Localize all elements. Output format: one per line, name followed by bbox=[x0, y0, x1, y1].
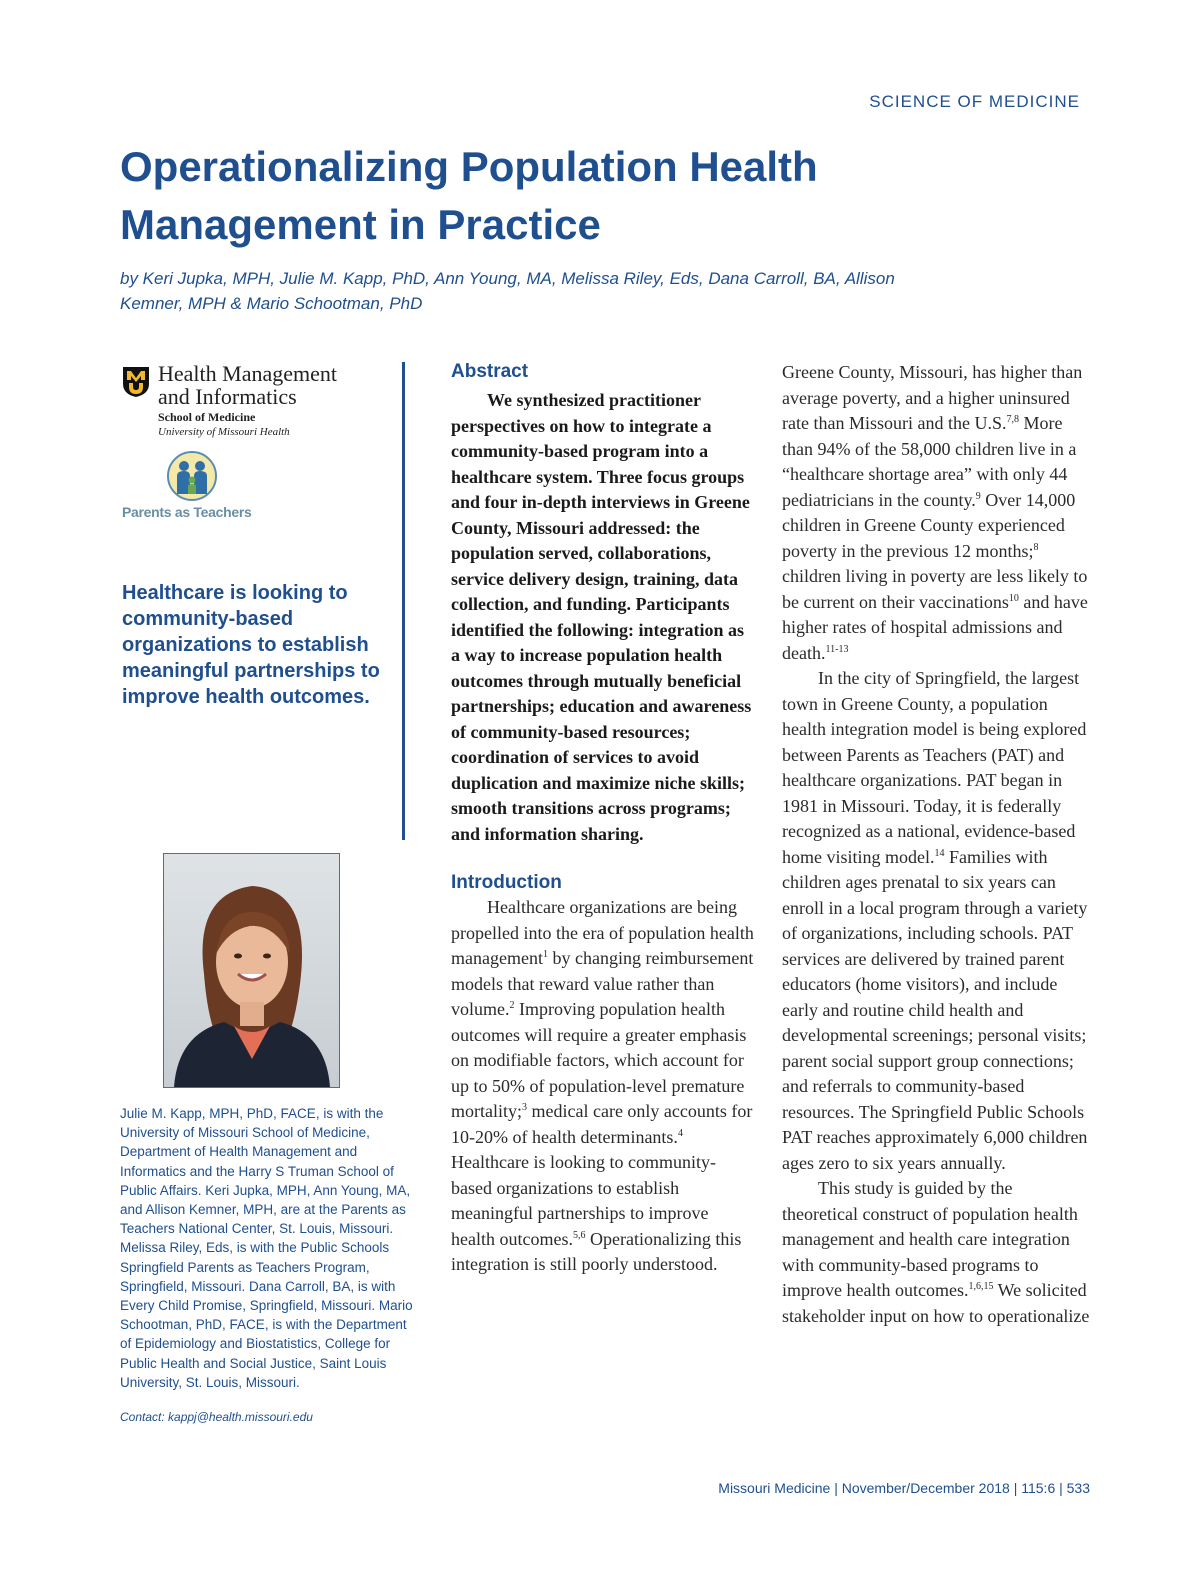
section-label: SCIENCE OF MEDICINE bbox=[869, 92, 1080, 111]
author-list: by Keri Jupka, MPH, Julie M. Kapp, PhD, Ann Young, MA, Melissa Riley, Eds, Dana Carroll, BA, Allison Kemner, MPH & Mario Schootman, PhD bbox=[120, 269, 895, 313]
column-right bbox=[782, 360, 1092, 1329]
abstract-text: We synthesized practitioner perspectives on how to integrate a community-based program into a healthcare system. Three focus groups and four in-depth interviews in Greene County, Missouri addressed: the population served, collaborations, service delivery design, training, data collection, and funding. Participants identified the following: integration as a way to increase population health outcomes through mutually beneficial partnerships; education and awareness of community-based resources; coordination of services to avoid duplication and maximize niche skills; smooth transitions across programs; and information sharing. bbox=[451, 390, 752, 844]
intro-paragraph-4: This study is guided by the theoretical construct of population health management and health care integration with community-based programs to improve health outcomes.$^{1,6,15}$ We solicited stakeholder input on how to operationalize bbox=[782, 1178, 1090, 1326]
column-middle bbox=[451, 360, 756, 1278]
hmi-university: University of Missouri Health bbox=[158, 426, 290, 438]
author-bio: Julie M. Kapp, MPH, PhD, FACE, is with the University of Missouri School of Medicine, Department of Health Management and Informatics and the Harry S Truman School of Public Affairs. Keri Jupka, MPH, Ann Young, MA, and Allison Kemner, MPH, are at the Parents as Teachers National Center, St. Louis, Missouri. Melissa Riley, Eds, is with the Public Schools Springfield Parents as Teachers Program, Springfield, Missouri. Dana Carroll, BA, is with Every Child Promise, Springfield, Missouri. Mario Schootman, PhD, FACE, is with the Department of Epidemiology and Biostatistics, College for Public Health and Social Justice, Saint Louis University, St. Louis, Missouri. bbox=[120, 1106, 413, 1390]
column-divider bbox=[402, 362, 405, 840]
pat-logo bbox=[120, 450, 270, 528]
pat-name: Parents as Teachers bbox=[122, 504, 252, 520]
author-portrait-icon bbox=[164, 854, 339, 1087]
page-footer: Missouri Medicine | November/December 2018 | 115:6 | 533 bbox=[718, 1480, 1090, 1496]
hmi-school: School of Medicine bbox=[158, 410, 256, 424]
article-title: Operationalizing Population Health Management in Practice bbox=[120, 143, 818, 248]
hmi-name: Health Management and Informatics bbox=[158, 361, 337, 409]
abstract-heading: Abstract bbox=[451, 361, 529, 382]
pull-quote: Healthcare is looking to community-based organizations to establish meaningful partnerships to improve health outcomes. bbox=[122, 582, 380, 708]
intro-paragraph-3: In the city of Springfield, the largest town in Greene County, a population health integration model is being explored between Parents as Teachers (PAT) and healthcare organizations. PAT began in 1981 in Missouri. Today, it is federally recognized as a national, evidence-based home visiting model.$^{14}$ Families with children ages prenatal to six years can enroll in a local program through a variety of organizations, including schools. PAT services are delivered by trained parent educators (home visitors), and include early and routine child health and developmental screenings; personal visits; parent social support group connections; and referrals to community-based resources. The Springfield Public Schools PAT reaches approximately 6,000 children ages zero to six years annually. bbox=[782, 668, 1088, 1173]
author-photo bbox=[163, 853, 340, 1088]
pat-family-icon bbox=[120, 450, 270, 504]
mu-shield-icon bbox=[122, 366, 150, 398]
contact-email[interactable]: Contact: kappj@health.missouri.edu bbox=[120, 1410, 313, 1424]
hmi-logo bbox=[120, 362, 420, 442]
intro-paragraph-1: Healthcare organizations are being propelled into the era of population health management$^1$ by changing reimbursement models that reward value rather than volume.$^2$ Improving population health outcomes will require a greater emphasis on modifiable factors, which account for up to 50% of population-level premature mortality;$^3$ medical care only accounts for 10-20% of health determinants.$^4$ Healthcare is looking to community-based organizations to establish meaningful partnerships to improve health outcomes.$^{5,6}$ Operationalizing this integration is still poorly understood. bbox=[451, 897, 754, 1274]
intro-paragraph-2: Greene County, Missouri, has higher than average poverty, and a higher uninsured rate than Missouri and the U.S.$^{7,8}$ More than 94% of the 58,000 children live in a “healthcare shortage area” with only 44 pediatricians in the county.$^9$ Over 14,000 children in Greene County experienced poverty in the previous 12 months;$^8$ children living in poverty are less likely to be current on their vaccinations$^{10}$ and have higher rates of hospital admissions and death.$^{11-13}$ bbox=[782, 362, 1088, 663]
introduction-heading: Introduction bbox=[451, 872, 562, 893]
